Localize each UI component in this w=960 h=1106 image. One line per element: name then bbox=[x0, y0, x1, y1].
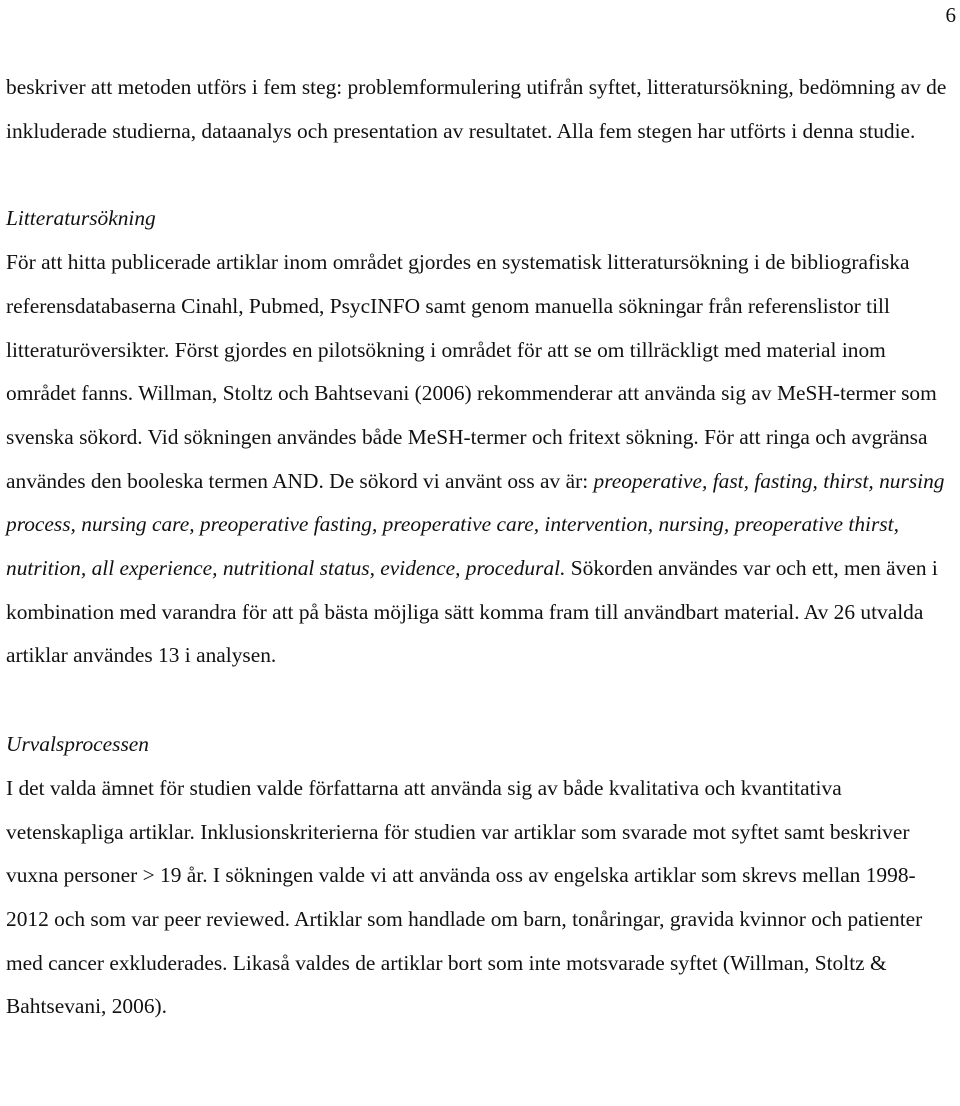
section-heading-litteratursokning: Litteratursökning bbox=[6, 206, 156, 231]
section-spacer bbox=[6, 153, 956, 197]
urvalsprocessen-paragraph: I det valda ämnet för studien valde författarna att använda sig av både kvalitativa och kvantitativa vetenskapliga artiklar. Inklusionskriterierna för studien var artiklar som svarade mot syftet samt beskriver vuxna personer > 19 år. I sökningen valde vi att använda oss av engelska artiklar som skrevs mellan 1998-2012 och som var peer reviewed. Artiklar som handlade om barn, tonåringar, gravida kvinnor och patienter med cancer exkluderades. Likaså valdes de artiklar bort som inte motsvarade syftet (Willman, Stoltz & Bahtsevani, 2006). bbox=[6, 775, 923, 1019]
section-spacer bbox=[6, 678, 956, 723]
search-keywords: preoperative, fast, fasting, thirst, nursing process, nursing care, preoperative fasting, preoperative care, intervention, nursing, preoperative thirst, nutrition, all experience, nutritional status, evidence, procedural. bbox=[6, 468, 945, 581]
intro-paragraph: beskriver att metoden utförs i fem steg: problemformulering utifrån syftet, litteratursökning, bedömning av de inkluderade studierna, dataanalys och presentation av resultatet. Alla fem stegen har utförts i denna studie. bbox=[6, 75, 947, 143]
litteratursokning-text: För att hitta publicerade artiklar inom området gjordes en systematisk litteratursökning i de bibliografiska referensdatabaserna Cinahl, Pubmed, PsycINFO samt genom manuella sökningar från referenslistor till litteraturöversikter. Först gjordes en pilotsökning i området för att se om tillräckligt med material inom området fanns. Willman, Stoltz och Bahtsevani (2006) rekommenderar att använda sig av MeSH-termer som svenska sökord. Vid sökningen användes både MeSH-termer och fritext sökning. För att ringa och avgränsa användes den booleska termen AND. De sökord vi använt oss av är: bbox=[6, 250, 937, 493]
litteratursokning-text-continued: Sökorden användes var och ett, men även i kombination med varandra för att på bästa möjliga sätt komma fram till användbart material. Av 26 utvalda artiklar användes 13 i analysen. bbox=[6, 556, 938, 668]
document-body bbox=[6, 66, 956, 1029]
section-heading-urvalsprocessen: Urvalsprocessen bbox=[6, 732, 149, 757]
litteratursokning-paragraph bbox=[6, 241, 956, 678]
page-number: 6 bbox=[945, 3, 956, 27]
